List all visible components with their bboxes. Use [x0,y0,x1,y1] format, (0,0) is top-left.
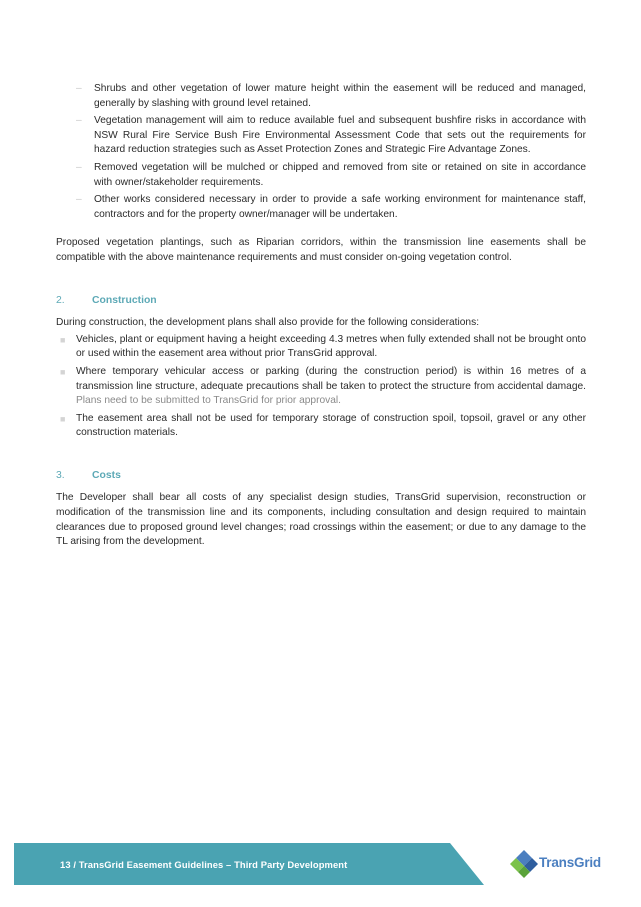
list-item: – Removed vegetation will be mulched or chipped and removed from site or retained on site in accordance with owner/stakeholder requirements. [76,161,586,188]
transgrid-logo-icon [509,849,539,879]
list-item: – Other works considered necessary in order to provide a safe working environment for maintenance staff, contractors and for the property owner/manager will be undertaken. [76,194,586,220]
section-title: Construction [92,294,157,306]
square-bullet: ■ [60,366,66,377]
vegetation-list [56,82,586,222]
dash-bullet: – [76,194,82,206]
section-heading-costs [56,469,586,484]
footer-page-label: 13 / TransGrid Easement Guidelines – Third Party Development [60,859,348,870]
page-content [56,82,586,550]
proposed-plantings-paragraph: Proposed vegetation plantings, such as Riparian corridors, within the transmission line easements shall be compatible with the above maintenance requirements and must consider on-going vegetation control. [56,237,586,263]
list-item: – Shrubs and other vegetation of lower mature height within the easement will be reduced and managed, generally by slashing with ground level retained. [76,83,586,109]
section-number: 3. [56,469,65,481]
dash-bullet: – [76,115,82,127]
dash-bullet: – [76,161,82,173]
costs-paragraph: The Developer shall bear all costs of any specialist design studies, TransGrid supervision, reconstruction or modification of the transmission line and its components, including consultation and design required to maintain clearances due to proposed ground level changes; road crossings within the easement; or due to any damage to the TL arising from the development. [56,492,586,548]
section-number: 2. [56,294,65,306]
approval-note: Plans need to be submitted to TransGrid for prior approval. [76,395,342,407]
list-item: – Vegetation management will aim to reduce available fuel and subsequent bushfire risks in accordance with NSW Rural Fire Service Bush Fire Environmental Assessment Code that sets out the requirements for hazard reduction strategies such as Asset Protection Zones and Strategic Fire Advantage Zones. [76,115,586,156]
square-bullet: ■ [60,413,66,424]
dash-bullet: – [76,83,82,94]
list-item: ■ Where temporary vehicular access or parking (during the construction period) is within 16 metres of a transmission line structure, adequate precautions shall be taken to protect the structure from accidental damage. Plans need to be submitted to TransGrid for prior approval. [60,365,586,407]
section-title: Costs [92,469,121,481]
list-item: ■ Vehicles, plant or equipment having a height exceeding 4.3 metres when fully extended shall not be brought onto or used within the easement area without prior TransGrid approval. [60,333,586,360]
construction-list [56,333,586,441]
section-heading-construction [56,294,586,309]
list-item: ■ The easement area shall not be used for temporary storage of construction spoil, topsoil, gravel or any other construction materials. [60,412,586,439]
construction-intro: During construction, the development plans shall also provide for the following considerations: [56,317,480,329]
square-bullet: ■ [60,334,66,345]
transgrid-logo-text: TransGrid [539,855,601,870]
